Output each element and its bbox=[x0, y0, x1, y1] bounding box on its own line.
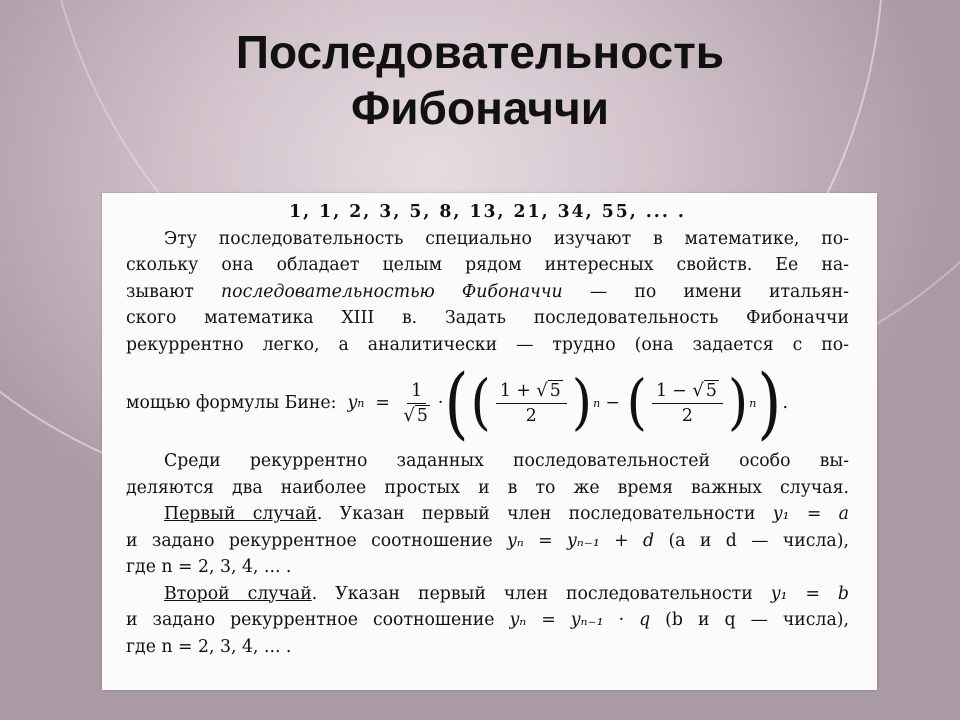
formula-lhs-sub: n bbox=[357, 396, 365, 410]
fraction-denominator: 2 bbox=[681, 405, 693, 426]
term-fibonacci-sequence: последовательностью Фибоначчи bbox=[221, 281, 563, 302]
fraction-golden-plus bbox=[496, 379, 567, 428]
left-big-paren: ( bbox=[444, 356, 469, 448]
case-1-label: Первый случай bbox=[164, 504, 317, 524]
right-paren: ) bbox=[571, 368, 593, 438]
text-fragment: — по имени итальян- bbox=[589, 281, 849, 302]
title-line-2: Фибоначчи bbox=[351, 82, 609, 134]
paragraph-1-line-5: рекуррентно легко, а аналитически — трудно (она задается с по- bbox=[126, 334, 849, 355]
formula-lead-text: мощью формулы Бине: bbox=[126, 393, 337, 413]
formula-dot: · bbox=[437, 393, 444, 413]
formula-equals: = bbox=[375, 393, 390, 413]
fibonacci-sequence: 1, 1, 2, 3, 5, 8, 13, 21, 34, 55, ... . bbox=[289, 202, 686, 222]
text-fragment: и задано рекуррентное соотношение bbox=[126, 530, 493, 551]
text-fragment: . Указан первый член последовательности bbox=[316, 504, 756, 524]
left-paren: ( bbox=[626, 368, 647, 438]
right-paren: ) bbox=[727, 368, 749, 438]
fraction-numerator: 1 − √ 5 bbox=[652, 379, 723, 404]
text-fragment: (a и d — числа), bbox=[668, 530, 849, 551]
case-1-line-2 bbox=[126, 528, 849, 555]
text-fragment: (b и q — числа), bbox=[665, 610, 849, 630]
formula-minus: − bbox=[605, 393, 621, 413]
paragraph-1-line-3 bbox=[126, 279, 849, 306]
fraction-denominator: 2 bbox=[525, 405, 537, 426]
case-1-line-3: где n = 2, 3, 4, ... . bbox=[126, 557, 292, 577]
formula-period: . bbox=[782, 393, 788, 413]
paragraph-1-line-2: скольку она обладает целым рядом интересных свойств. Ее на- bbox=[126, 255, 849, 275]
exponent: n bbox=[749, 396, 757, 410]
fraction-golden-minus bbox=[652, 379, 723, 428]
paragraph-2-line-1: Среди рекуррентно заданных последовательностей особо вы- bbox=[164, 451, 849, 471]
scanned-document bbox=[102, 193, 877, 690]
fraction-one-over-sqrt5 bbox=[399, 379, 433, 428]
left-paren: ( bbox=[470, 368, 491, 438]
slide-title bbox=[0, 24, 960, 136]
case-1-relation: yₙ = yₙ₋₁ + d bbox=[506, 530, 655, 551]
case-2-condition: y₁ = b bbox=[770, 583, 849, 604]
text-fragment: . Указан первый член последовательности bbox=[311, 583, 753, 604]
fraction-numerator: 1 bbox=[407, 379, 426, 404]
case-2-label: Второй случай bbox=[164, 583, 312, 604]
binet-formula-line bbox=[126, 358, 849, 448]
paragraph-2-line-2: деляются два наиболее простых и в то же время важных случая. bbox=[126, 477, 849, 498]
case-2-line-1 bbox=[126, 581, 849, 608]
paragraph-1-line-1: Эту последовательность специально изучают в математике, по- bbox=[164, 228, 849, 249]
right-big-paren: ) bbox=[757, 356, 782, 448]
case-2-line-3: где n = 2, 3, 4, ... . bbox=[126, 636, 292, 657]
case-2-relation: yₙ = yₙ₋₁ · q bbox=[509, 610, 651, 630]
fraction-numerator: 1 + √ 5 bbox=[496, 379, 567, 404]
radicand: 5 bbox=[416, 405, 428, 426]
text-fragment: и задано рекуррентное соотношение bbox=[126, 610, 495, 630]
case-1-line-1 bbox=[126, 501, 849, 528]
fraction-denominator: √ 5 bbox=[403, 404, 428, 426]
formula-lhs-var: y bbox=[347, 393, 358, 413]
title-line-1: Последовательность bbox=[235, 26, 725, 78]
case-1-condition: y₁ = a bbox=[772, 504, 849, 524]
exponent: n bbox=[593, 396, 601, 410]
paragraph-1-line-4: ского математика XIII в. Задать последовательность Фибоначчи bbox=[126, 308, 849, 328]
case-2-line-2 bbox=[126, 607, 849, 634]
text-fragment: зывают bbox=[126, 281, 194, 302]
